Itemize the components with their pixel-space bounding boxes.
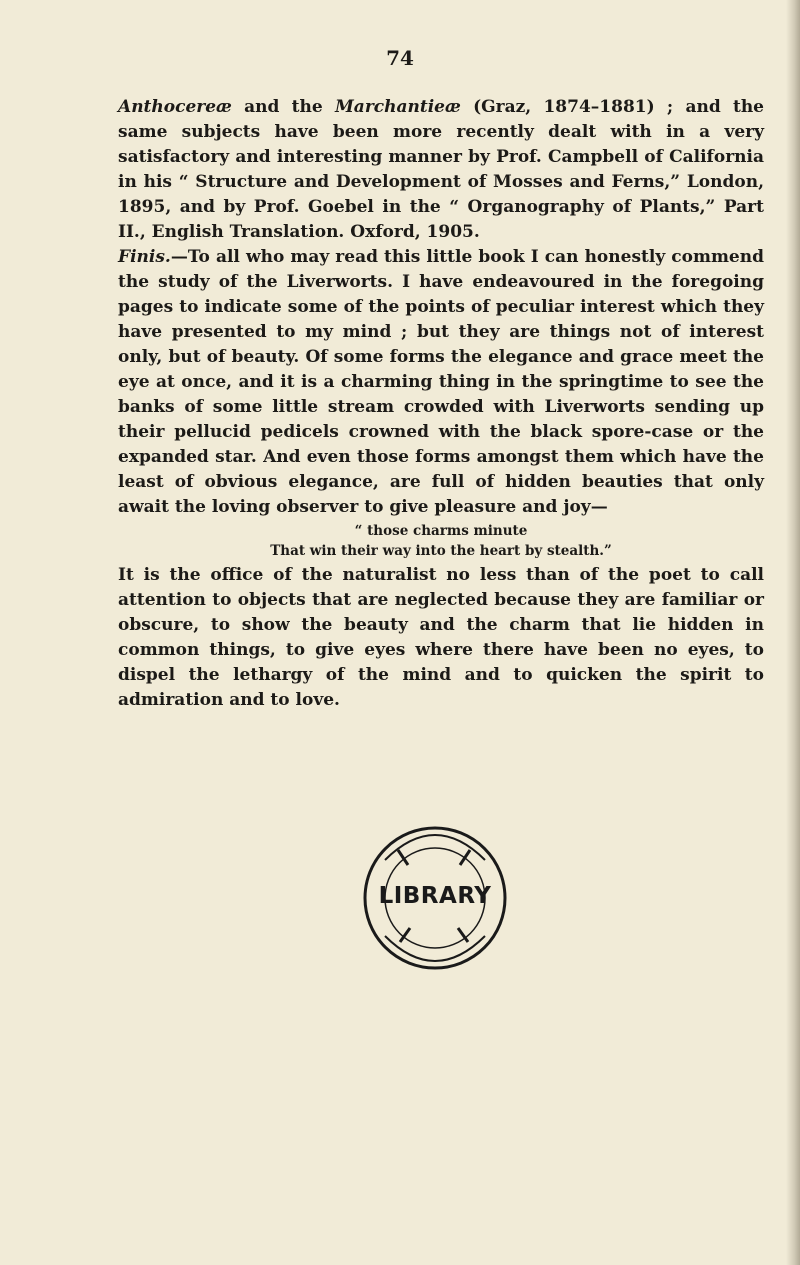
paragraph-finis	[118, 245, 764, 520]
quote-line-2: That win their way into the heart by stealth.”	[270, 543, 612, 559]
paragraph-naturalist: It is the office of the naturalist no less than of the poet to call attention to objects that are neglected because they are familiar or obscure, to show the beauty and the charm that lie hidden in common things, to give eyes where there have been no eyes, to dispel the lethargy of the mind and to quicken the spirit to admiration and to love.	[118, 565, 764, 710]
library-stamp	[350, 820, 520, 990]
verse-quote	[118, 521, 764, 561]
term-anthocereae: Anthocereæ	[118, 97, 232, 117]
paragraph-text: (Graz, 1874–1881) ; and the same subjects have been more recently dealt with in a very satisfactory and interesting manner by Prof. Campbell of California in his “ Structure and Development of Mosses and Ferns,” London, 1895, and by Prof. Goebel in the “ Organography of Plants,” Part II., English Translation. Oxford, 1905.	[118, 97, 765, 242]
paragraph-text: —To all who may read this little book I can honestly commend the study of the Liverworts. I have endeavoured in the foregoing pages to indicate some of the points of peculiar interest which they have presented to my mind ; but they are things not of interest only, but of beauty. Of some forms the elegance and grace meet the eye at once, and it is a charming thing in the springtime to see the banks of some little stream crowded with Liverworts sending up their pellucid pedicels crowned with the black spore-case or the expanded star. And even those forms amongst them which have the least of obvious elegance, are full of hidden beauties that only await the loving observer to give pleasure and joy—	[118, 247, 764, 517]
page-number: 74	[386, 46, 414, 70]
paragraph-references	[118, 95, 764, 245]
term-marchantieae: Marchantieæ	[334, 97, 461, 117]
quote-line-1: “ those charms minute	[354, 523, 528, 539]
body-text	[118, 95, 764, 713]
stamp-label: LIBRARY	[378, 883, 492, 909]
paragraph-text: and the	[231, 97, 335, 117]
page-edge-shadow	[786, 0, 800, 1265]
finis-heading: Finis.	[118, 247, 171, 267]
